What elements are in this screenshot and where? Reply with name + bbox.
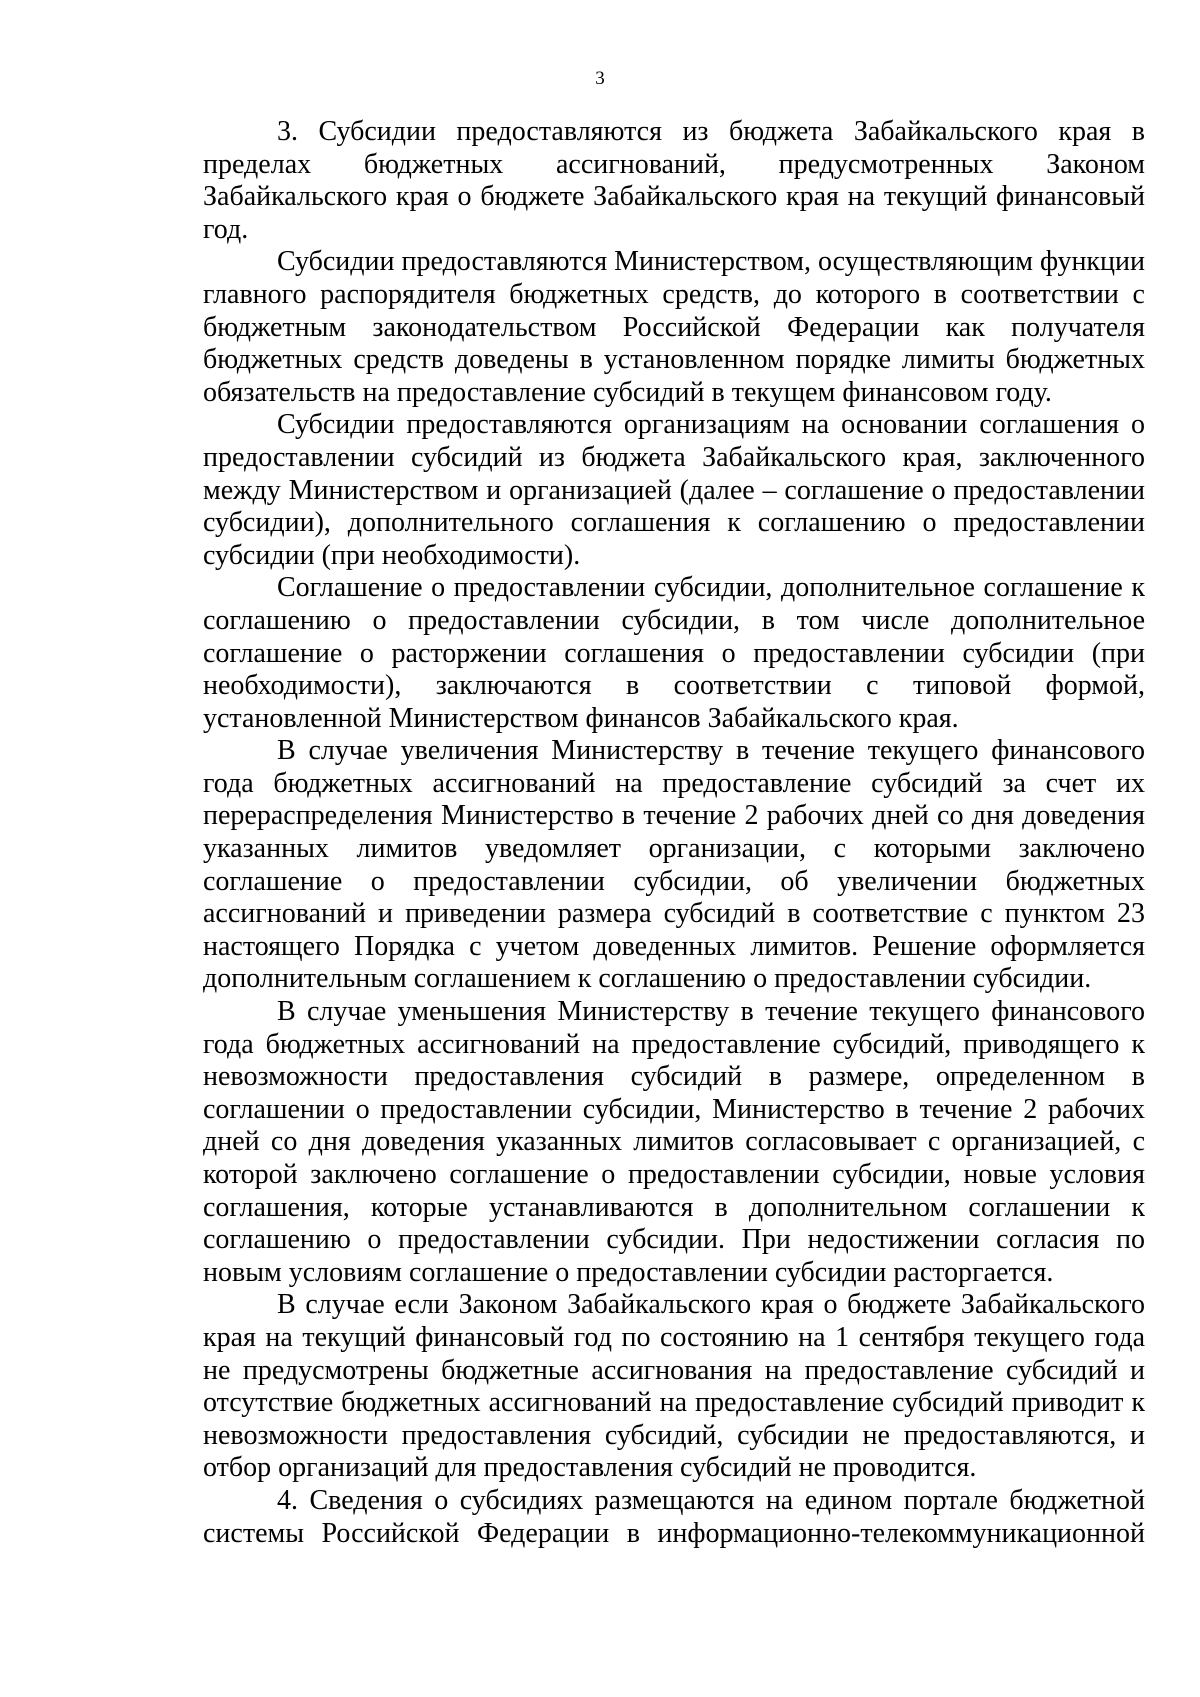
page-number: 3 — [595, 68, 605, 89]
paragraph-agreement-basis: Субсидии предоставляются организациям на основании соглашения о предоставлении субсидий из бюджета Забайкальского края, заключенного между Министерством и организацией (далее – соглашение о предоставлении субсидии), дополнительного соглашения к соглашению о предоставлении субсидии (при необходимости). — [203, 409, 1145, 571]
paragraph-allocation-decrease: В случае уменьшения Министерству в течение текущего финансового года бюджетных ассигнований на предоставление субсидий, приводящего к невозможности предоставления субсидий в размере, определенном в соглашении о предоставлении субсидии, Министерство в течение 2 рабочих дней со дня доведения указанных лимитов согласовывает с организацией, с которой заключено соглашение о предоставлении субсидии, новые условия соглашения, которые устанавливаются в дополнительном соглашении к соглашению о предоставлении субсидии. При недостижении согласия по новым условиям соглашение о предоставлении субсидии расторгается. — [203, 996, 1145, 1288]
paragraph-ministry-provider: Субсидии предоставляются Министерством, осуществляющим функции главного распорядителя бюджетных средств, до которого в соответствии с бюджетным законодательством Российской Федерации как получателя бюджетных средств доведены в установленном порядке лимиты бюджетных обязательств на предоставление субсидий в текущем финансовом году. — [203, 246, 1145, 408]
paragraph-3-budget-limits: 3. Субсидии предоставляются из бюджета Забайкальского края в пределах бюджетных ассигнований, предусмотренных Законом Забайкальского края о бюджете Забайкальского края на текущий финансовый год. — [203, 116, 1145, 245]
paragraph-agreement-form: Соглашение о предоставлении субсидии, дополнительное соглашение к соглашению о предоставлении субсидии, в том числе дополнительное соглашение о расторжении соглашения о предоставлении субсидии (при необходимости), заключаются в соответствии с типовой формой, установленной Министерством финансов Забайкальского края. — [203, 572, 1145, 734]
paragraph-allocation-increase: В случае увеличения Министерству в течение текущего финансового года бюджетных ассигнований на предоставление субсидий за счет их перераспределения Министерство в течение 2 рабочих дней со дня доведения указанных лимитов уведомляет организации, с которыми заключено соглашение о предоставлении субсидии, об увеличении бюджетных ассигнований и приведении размера субсидий в соответствие с пунктом 23 настоящего Порядка с учетом доведенных лимитов. Решение оформляется дополнительным соглашением к соглашению о предоставлении субсидии. — [203, 735, 1145, 995]
paragraph-no-allocation: В случае если Законом Забайкальского края о бюджете Забайкальского края на текущий финансовый год по состоянию на 1 сентября текущего года не предусмотрены бюджетные ассигнования на предоставление субсидий и отсутствие бюджетных ассигнований на предоставление субсидий приводит к невозможности предоставления субсидий, субсидии не предоставляются, и отбор организаций для предоставления субсидий не проводится. — [203, 1289, 1145, 1484]
paragraph-4-portal-info: 4. Сведения о субсидиях размещаются на едином портале бюджетной системы Российской Федерации в информационно-телекоммуникационной — [203, 1484, 1145, 1549]
document-body — [203, 116, 1145, 1550]
